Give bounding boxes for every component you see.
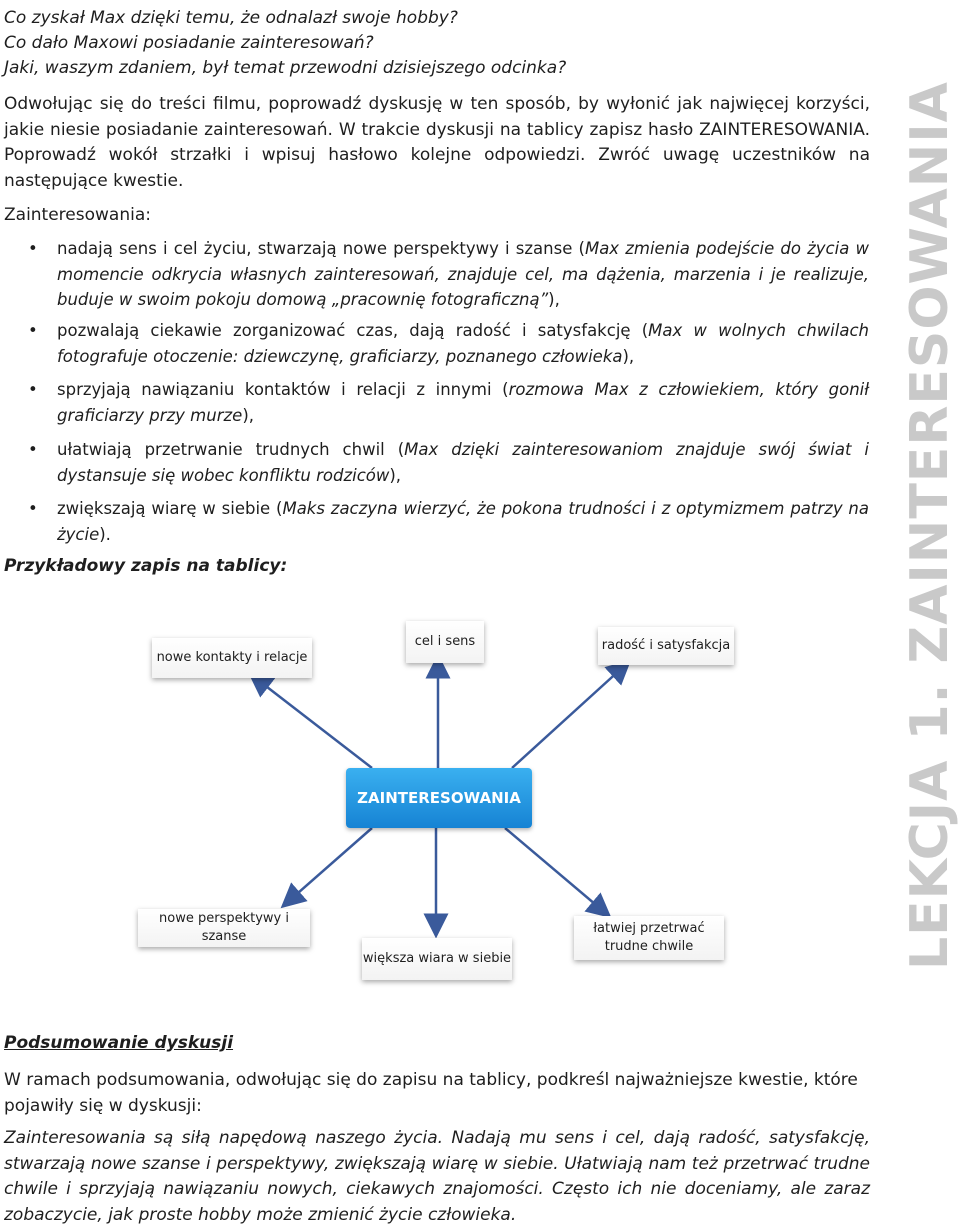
node-bottom-right-line-2: trudne chwile — [604, 939, 694, 954]
bullet-end: ). — [99, 524, 111, 544]
bullet-main: pozwalają ciekawie zorganizować czas, dają radość i satysfakcję ( — [57, 321, 649, 340]
node-top-right: radość i satysfakcja — [598, 627, 734, 665]
bullet-dot: • — [28, 239, 38, 258]
bullet-example-extra: domową „pracownię fotograficzną” — [250, 290, 549, 309]
bullet-dot: • — [28, 440, 38, 459]
bullet-main: zwiększają wiarę w siebie ( — [57, 499, 283, 518]
summary-text: W ramach podsumowania, odwołując się do zapisu na tablicy, podkreśl najważniejsze kwestie, które pojawiły się w dyskusji: — [4, 1070, 858, 1116]
node-top-center: cel i sens — [406, 621, 484, 663]
summary-heading: Podsumowanie dyskusji — [4, 1033, 234, 1053]
node-bottom-center: większa wiara w siebie — [362, 938, 512, 980]
bullet-main: ułatwiają przetrwanie trudnych chwil ( — [57, 440, 405, 459]
bullet-dot: • — [28, 380, 38, 399]
side-title: LEKCJA 1. ZAINTERESOWANIA — [900, 81, 960, 970]
arrow-to-top-left — [258, 680, 372, 768]
question-1: Co zyskał Max dzięki temu, że odnalazł swoje hobby? — [4, 8, 458, 28]
node-bottom-left: nowe perspektywy i szanse — [138, 909, 310, 947]
arrow-to-top-right — [512, 668, 622, 768]
node-bottom-right-line-1: łatwiej przetrwać — [593, 921, 705, 936]
question-2: Co dało Maxowi posiadanie zainteresowań? — [4, 33, 374, 53]
center-node: ZAINTERESOWANIA — [346, 768, 532, 828]
bullet-example: Max zmienia podejście do życia w momencie odkrycia własnych zainteresowań, znajduje cel, ma dążenia, marzenia i je realizuje, buduje w swoim pokoju — [57, 239, 869, 309]
arrow-to-bottom-right — [505, 828, 602, 910]
bullet-example: Max w wolnych chwilach fotografuje otoczenie: dziewczynę, graficiarzy, poznanego człowieka — [57, 321, 869, 366]
bullet-main: nadają sens i cel życiu, stwarzają nowe perspektywy i szanse ( — [57, 239, 585, 258]
node-top-left: nowe kontakty i relacje — [152, 638, 312, 678]
board-heading: Przykładowy zapis na tablicy: — [4, 556, 288, 576]
question-3: Jaki, waszym zdaniem, był temat przewodni dzisiejszego odcinka? — [4, 58, 567, 78]
bullet-example: rozmowa Max z człowiekiem, który gonił graficiarzy przy murze — [57, 380, 869, 425]
bullet-main: sprzyjają nawiązaniu kontaktów i relacji z innymi ( — [57, 380, 509, 399]
list-intro: Zainteresowania: — [4, 205, 151, 225]
bullet-end: ), — [622, 346, 635, 366]
bullet-end: ), — [548, 290, 560, 309]
summary-quote: Zainteresowania są siłą napędową naszego życia. Nadają mu sens i cel, dają radość, satysfakcję, stwarzają nowe szanse i perspektywy, zwiększają wiarę w siebie. Ułatwiają nam też przetrwać trudne chwile i sprzyjają nawiązaniu nowych, ciekawych znajomości. Często ich nie doceniamy, ale zaraz zobaczycie, jak proste hobby może zmienić życie człowieka. — [4, 1128, 870, 1225]
bullet-end: ), — [389, 465, 402, 485]
bullet-example: Max dzięki zainteresowaniom znajduje swój świat i dystansuje się wobec konfliktu rodziców — [57, 440, 870, 485]
instruction-paragraph: Odwołując się do treści filmu, poprowadź dyskusję w ten sposób, by wyłonić jak najwięcej korzyści, jakie niesie posiadanie zainteresowań. W trakcie dyskusji na tablicy zapisz hasło ZAINTERESOWANIA. Poprowadź wokół strzałki i wpisuj hasłowo kolejne odpowiedzi. Zwróć uwagę uczestników na następujące kwestie. — [4, 94, 870, 191]
bullet-dot: • — [28, 321, 38, 340]
bullet-dot: • — [28, 499, 38, 518]
arrow-to-bottom-left — [290, 828, 372, 900]
bullet-example: Maks zaczyna wierzyć, że pokona trudności i z optymizmem patrzy na życie — [57, 499, 869, 544]
node-bottom-right — [574, 916, 724, 960]
bullet-end: ), — [242, 405, 254, 425]
